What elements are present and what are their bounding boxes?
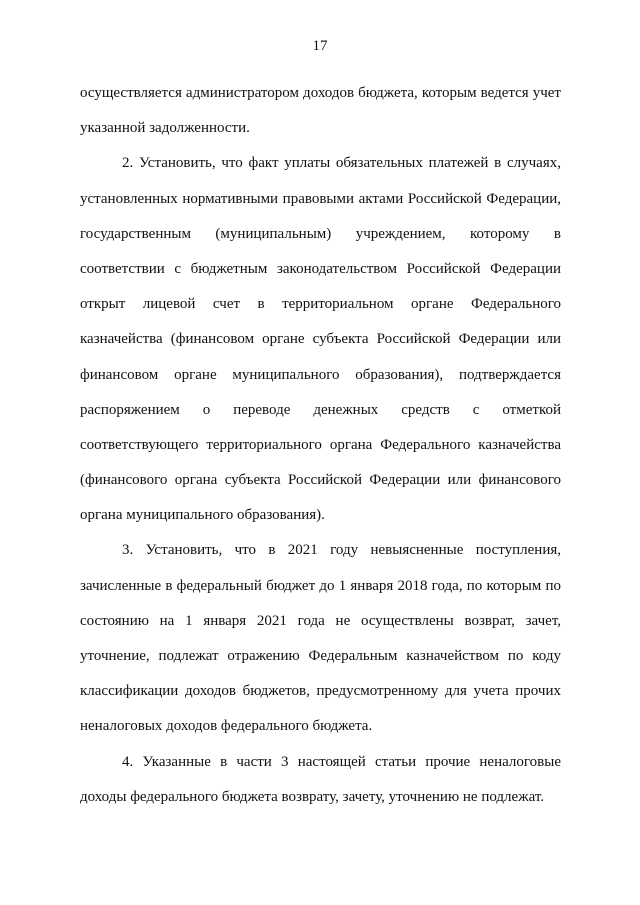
text-line: осуществляется администратором доходов бюджета, которым ведется учет — [80, 85, 561, 101]
text-line: открыт лицевой счет в территориальном органе Федерального — [80, 296, 561, 313]
text-line: распоряжением о переводе денежных средств с отметкой — [80, 401, 561, 418]
document-body — [80, 76, 561, 815]
text-line: 2. Установить, что факт уплаты обязательных платежей в случаях, — [122, 155, 561, 172]
text-line: уточнение, подлежат отражению Федеральным казначейством по коду — [80, 648, 561, 664]
text-line: 3. Установить, что в 2021 году невыясненные поступления, — [122, 542, 561, 559]
page-number: 17 — [312, 38, 328, 54]
text-line: соответствующего территориального органа Федерального казначейства — [80, 436, 561, 453]
text-line: доходы федерального бюджета возврату, зачету, уточнению не подлежат. — [80, 788, 545, 805]
text-line: финансовом органе муниципального образования), подтверждается — [80, 366, 561, 383]
text-line: состоянию на 1 января 2021 года не осуществлены возврат, зачет, — [80, 612, 561, 629]
text-line: установленных нормативными правовыми актами Российской Федерации, — [80, 190, 561, 207]
paragraph-continuation — [80, 76, 561, 146]
text-line: указанной задолженности. — [80, 120, 250, 137]
text-line: органа муниципального образования). — [80, 507, 325, 524]
text-line: государственным (муниципальным) учреждением, которому в — [80, 225, 561, 242]
text-line: соответствии с бюджетным законодательством Российской Федерации — [80, 260, 561, 277]
text-line: классификации доходов бюджетов, предусмотренному для учета прочих — [80, 683, 561, 700]
paragraph-item-3 — [80, 533, 561, 744]
text-line: 4. Указанные в части 3 настоящей статьи прочие неналоговые — [122, 753, 561, 770]
text-line: казначейства (финансовом органе субъекта Российской Федерации или — [80, 331, 561, 348]
text-line: зачисленные в федеральный бюджет до 1 января 2018 года, по которым по — [80, 577, 561, 594]
paragraph-item-2 — [80, 146, 561, 533]
paragraph-item-4 — [80, 745, 561, 815]
text-line: неналоговых доходов федерального бюджета. — [80, 718, 373, 735]
text-line: (финансового органа субъекта Российской Федерации или финансового — [80, 472, 561, 489]
